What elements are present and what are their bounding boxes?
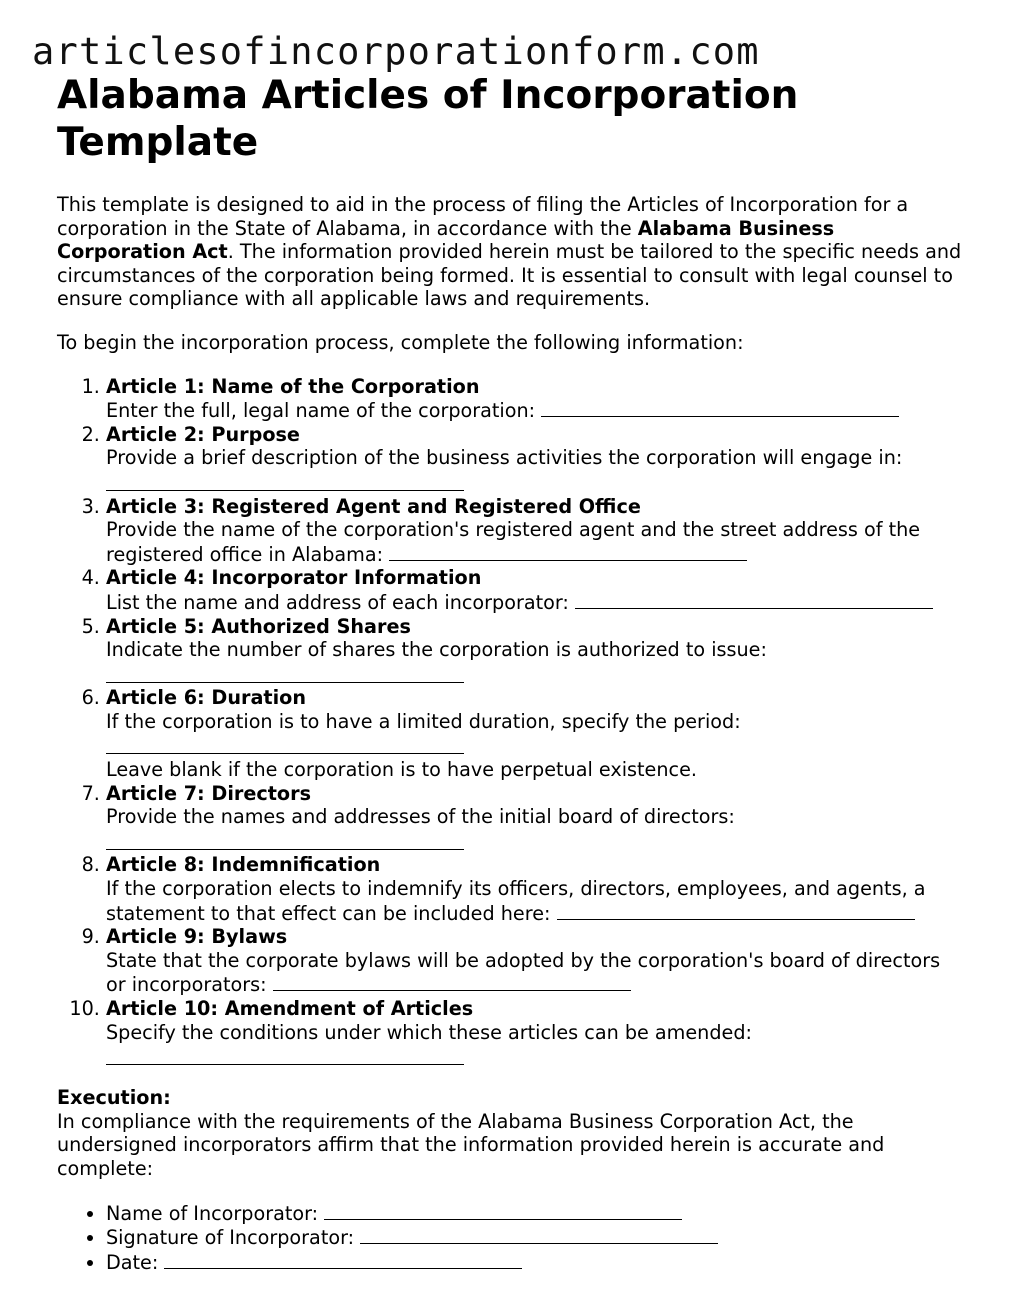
- purpose-blank[interactable]: [106, 470, 464, 491]
- article-item: [106, 925, 962, 997]
- intro-act-name: Alabama Business Corporation Act: [57, 216, 835, 264]
- article-instruction: Provide the names and addresses of the initial board of directors:: [106, 805, 735, 829]
- incorporator-name-blank[interactable]: [324, 1201, 682, 1220]
- field-label: Date:: [106, 1250, 165, 1274]
- article-item: [106, 495, 962, 567]
- article-item: [106, 997, 962, 1065]
- incorporator-signature-blank[interactable]: [360, 1225, 718, 1244]
- execution-field: [106, 1201, 962, 1226]
- corporation-name-blank[interactable]: [541, 398, 899, 417]
- article-instruction-text: Enter the full, legal name of the corporation:: [106, 399, 542, 423]
- article-item: [106, 423, 962, 491]
- article-title: 10. Article 10: Amendment of Articles: [106, 997, 474, 1020]
- field-label: Signature of Incorporator:: [106, 1226, 361, 1250]
- execution-heading: Execution:: [57, 1086, 171, 1110]
- article-item: [106, 375, 962, 423]
- amendment-blank[interactable]: [106, 1044, 464, 1065]
- article-item: [106, 782, 962, 850]
- article-title: 1. Article 1: Name of the Corporation: [106, 374, 480, 398]
- article-item: [106, 686, 962, 781]
- article-title: 6. Article 6: Duration: [106, 686, 306, 710]
- registered-agent-blank[interactable]: [389, 542, 747, 561]
- article-title: 2. Article 2: Purpose: [106, 422, 300, 446]
- article-instruction: [106, 590, 962, 615]
- article-note: Leave blank if the corporation is to have perpetual existence.: [106, 758, 697, 782]
- field-label: Name of Incorporator:: [106, 1201, 325, 1225]
- execution-field: [106, 1225, 962, 1250]
- intro-text-after: . The information provided herein must be tailored to the specific needs and circumstances of the corporation being formed. It is essential to consult with legal counsel to ensure compliance with all applicable laws and requirements.: [57, 240, 962, 311]
- indemnification-blank[interactable]: [557, 901, 915, 920]
- article-title: 9. Article 9: Bylaws: [106, 925, 288, 949]
- directors-blank[interactable]: [106, 829, 464, 850]
- article-item: [106, 615, 962, 683]
- begin-instruction: To begin the incorporation process, complete the following information:: [57, 330, 744, 354]
- article-instruction: [106, 518, 962, 566]
- article-instruction: [106, 398, 962, 423]
- execution-fields: [57, 1201, 962, 1275]
- article-instruction: [106, 877, 962, 925]
- article-item: [106, 853, 962, 925]
- article-instruction-text: State that the corporate bylaws will be adopted by the corporation's board of directors or incorporators:: [106, 948, 941, 997]
- article-instruction: Provide a brief description of the business activities the corporation will engage in:: [106, 446, 903, 470]
- intro-text-before: This template is designed to aid in the process of filing the Articles of Incorporation for a corporation in the State of Alabama, in accordance with the: [57, 193, 909, 240]
- article-title: 7. Article 7: Directors: [106, 781, 312, 805]
- incorporator-info-blank[interactable]: [575, 590, 933, 609]
- article-title: 5. Article 5: Authorized Shares: [106, 614, 411, 638]
- article-instruction-text: If the corporation elects to indemnify its officers, directors, employees, and agents, a statement to that effect can be included here:: [106, 877, 926, 925]
- page-title: Alabama Articles of Incorporation Template: [57, 73, 799, 165]
- date-blank[interactable]: [164, 1250, 522, 1269]
- article-title: 8. Article 8: Indemnification: [106, 853, 381, 877]
- article-title: 3. Article 3: Registered Agent and Registered Office: [106, 494, 641, 518]
- document-body: [57, 72, 962, 1274]
- execution-text: In compliance with the requirements of the Alabama Business Corporation Act, the undersigned incorporators affirm that the information provided herein is accurate and complete:: [57, 1109, 885, 1180]
- article-item: [106, 566, 962, 614]
- article-instruction: [106, 949, 962, 997]
- execution-field: [106, 1250, 962, 1275]
- authorized-shares-blank[interactable]: [106, 662, 464, 683]
- article-instruction-text: List the name and address of each incorporator:: [106, 590, 575, 614]
- site-watermark: articlesofincorporationform.com: [32, 30, 760, 73]
- articles-list: [57, 375, 962, 1066]
- article-instruction-text: Provide the name of the corporation's registered agent and the street address of the registered office in Alabama:: [106, 518, 921, 566]
- bylaws-blank[interactable]: [273, 972, 631, 991]
- article-instruction: Indicate the number of shares the corporation is authorized to issue:: [106, 638, 767, 662]
- article-title: 4. Article 4: Incorporator Information: [106, 566, 482, 590]
- article-instruction: Specify the conditions under which these articles can be amended:: [106, 1020, 752, 1044]
- intro-paragraph: [57, 193, 962, 311]
- duration-blank[interactable]: [106, 733, 464, 754]
- article-instruction: If the corporation is to have a limited duration, specify the period:: [106, 709, 741, 733]
